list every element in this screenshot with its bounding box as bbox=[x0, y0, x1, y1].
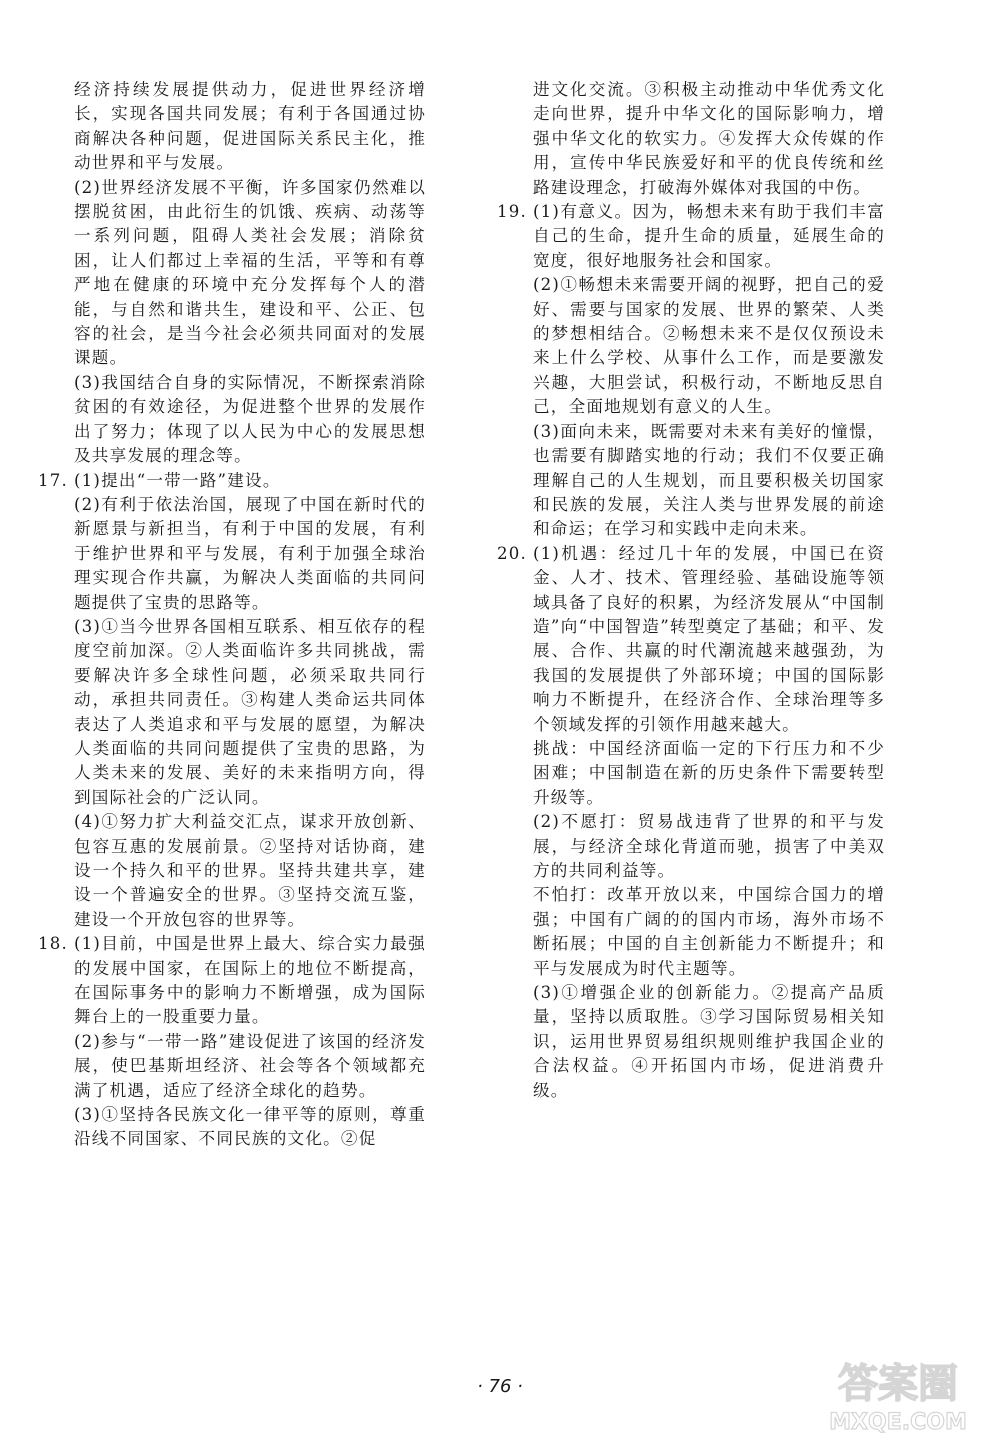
continued-answer-text: 进文化交流。③积极主动推动中华优秀文化走向世界，提升中华文化的国际影响力，增强中华文化的软实力。④发挥大众传媒的作用，宣传中华民族爱好和平的优良传统和丝路建设理念，打破海外媒体对我国的中伤。 bbox=[533, 80, 885, 197]
question-number: 18. bbox=[38, 934, 68, 954]
watermark-text: 答案圈 bbox=[838, 1361, 958, 1407]
question-item bbox=[497, 200, 885, 273]
answer-subitem: (3)①增强企业的创新能力。②提高产品质量，坚持以质取胜。③学习国际贸易相关知识，运用世界贸易组织规则维护我国企业的合法权益。④开拓国内市场，促进消费升级。 bbox=[533, 983, 885, 1100]
answer-text: (1)目前，中国是世界上最大、综合实力最强的发展中国家，在国际上的地位不断提高，在国际事务中的影响力不断增强，成为国际舞台上的一股重要力量。 bbox=[74, 934, 426, 1027]
right-column bbox=[497, 78, 885, 1103]
page-number: · 76 · bbox=[477, 1376, 523, 1397]
watermark-url: MXQE.COM bbox=[829, 1410, 967, 1435]
answer-subitem: (2)不愿打：贸易战违背了世界的和平与发展，与经济全球化背道而驰，损害了中美双方的共同利益等。 bbox=[533, 812, 885, 880]
answer-subitem: (3)我国结合自身的实际情况，不断探索消除贫困的有效途径，为促进整个世界的发展作出了努力；体现了以人民为中心的发展思想及共享发展的理念等。 bbox=[74, 372, 426, 466]
answer-subitem: (3)①坚持各民族文化一律平等的原则，尊重沿线不同国家、不同民族的文化。②促 bbox=[74, 1105, 426, 1149]
answer-subitem: (3)①当今世界各国相互联系、相互依存的程度空前加深。②人类面临许多共同挑战，需要解决许多全球性问题，必须采取共同行动，承担共同责任。③构建人类命运共同体表达了人类追求和平与发展的愿望，为解决人类面临的共同问题提供了宝贵的思路，为人类未来的发展、美好的未来指明方向，得到国际社会的广泛认同。 bbox=[74, 616, 426, 807]
answer-subitem: (3)面向未来，既需要对未来有美好的憧憬，也需要有脚踏实地的行动；我们不仅要正确理解自己的人生规划，而且要积极关切国家和民族的发展，关注人类与世界发展的前途和命运；在学习和实践中走向未来。 bbox=[533, 421, 885, 539]
watermark-logo bbox=[808, 1351, 988, 1437]
answer-text: (1)机遇：经过几十年的发展，中国已在资金、人才、技术、管理经验、基础设施等领域具备了良好的积累，为经济发展从“中国制造”向“中国智造”转型奠定了基础；和平、发展、合作、共赢的时代潮流越来越强劲，为我国的发展提供了外部环境；中国的国际影响力不断提升，在经济合作、全球治理等多个领域发挥的引领作用越来越大。 bbox=[533, 543, 885, 734]
answer-subitem: 挑战：中国经济面临一定的下行压力和不少困难；中国制造在新的历史条件下需要转型升级等。 bbox=[533, 738, 885, 807]
answer-subitem: (4)①努力扩大利益交汇点，谋求开放创新、包容互惠的发展前景。②坚持对话协商，建设一个持久和平的世界。坚持共建共享，建设一个普遍安全的世界。③坚持交流互鉴，建设一个开放包容的世界等。 bbox=[74, 812, 426, 929]
question-number: 19. bbox=[497, 202, 527, 222]
continued-answer-text: 经济持续发展提供动力，促进世界经济增长，实现各国共同发展；有利于各国通过协商解决各种问题，促进国际关系民主化，推动世界和平与发展。 bbox=[74, 80, 426, 173]
answer-text: (1)提出“一带一路”建设。 bbox=[74, 470, 281, 490]
question-item bbox=[38, 469, 426, 493]
answer-subitem: (2)①畅想未来需要开阔的视野，把自己的爱好、需要与国家的发展、世界的繁荣、人类的梦想相结合。②畅想未来不是仅仅预设未来上什么学校、从事什么工作，而是要激发兴趣，大胆尝试，积极行动，不断地反思自己，全面地规划有意义的人生。 bbox=[533, 275, 885, 417]
question-item bbox=[497, 542, 885, 737]
answer-text: (1)有意义。因为，畅想未来有助于我们丰富自己的生命，提升生命的质量，延展生命的宽度，很好地服务社会和国家。 bbox=[533, 202, 885, 270]
question-number: 20. bbox=[497, 543, 527, 563]
answer-subitem: (2)世界经济发展不平衡，许多国家仍然难以摆脱贫困，由此衍生的饥饿、疾病、动荡等一系列问题，阻碍人类社会发展；消除贫困，让人们都过上幸福的生活，平等和有尊严地在健康的环境中充分发挥每个人的潜能，与自然和谐共生，建设和平、公正、包容的社会，是当今社会必须共同面对的发展课题。 bbox=[74, 177, 426, 368]
question-item bbox=[38, 932, 426, 1030]
question-number: 17. bbox=[38, 470, 68, 490]
answer-subitem: 不怕打：改革开放以来，中国综合国力的增强；中国有广阔的的国内市场，海外市场不断拓展；中国的自主创新能力不断提升；和平与发展成为时代主题等。 bbox=[533, 885, 885, 978]
answer-subitem: (2)有利于依法治国，展现了中国在新时代的新愿景与新担当，有利于中国的发展，有利于维护世界和平与发展，有利于加强全球治理实现合作共赢，为解决人类面临的共同问题提供了宝贵的思路等。 bbox=[74, 494, 426, 612]
answer-subitem: (2)参与“一带一路”建设促进了该国的经济发展，使巴基斯坦经济、社会等各个领域都充满了机遇，适应了经济全球化的趋势。 bbox=[74, 1031, 426, 1100]
left-column bbox=[38, 78, 426, 1152]
